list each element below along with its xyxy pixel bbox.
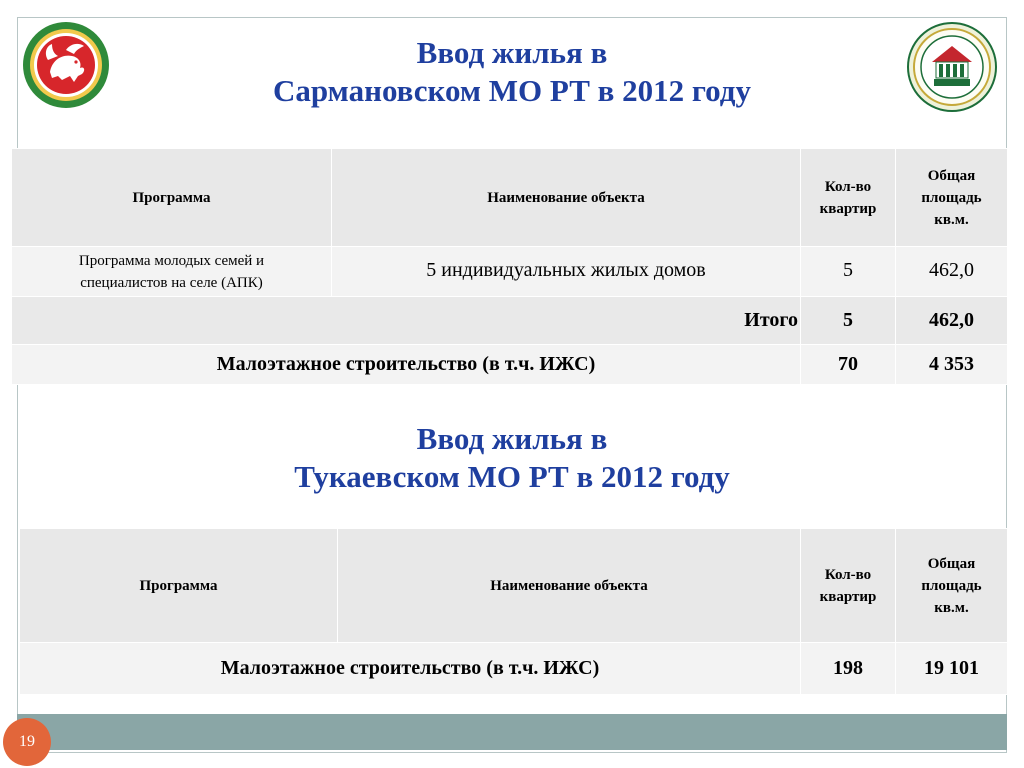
section2-title-line2: Тукаевском МО РТ в 2012 году [294,459,730,494]
section2-title [0,420,1024,496]
header-apartments-line2: квартир [819,200,877,217]
header-area [896,149,1008,247]
section2-title-line1: Ввод жилья в [416,421,608,456]
header-program: Программа [12,149,332,247]
row-program [12,247,332,297]
header-area-line1: Общая [927,555,976,572]
row-apartments: 5 [801,247,896,297]
footer-bar [17,714,1007,750]
section1-title [0,34,1024,110]
header-program: Программа [20,529,338,643]
header-object: Наименование объекта [332,149,801,247]
table-header-row [20,529,1008,643]
header-apartments-line2: квартир [819,588,877,605]
low-rise-label: Малоэтажное строительство (в т.ч. ИЖС) [20,643,801,695]
low-rise-area: 19 101 [896,643,1008,695]
low-rise-apartments: 198 [801,643,896,695]
low-rise-apartments: 70 [801,345,896,385]
header-area-line3: кв.м. [934,211,969,228]
low-rise-area: 4 353 [896,345,1008,385]
header-area [896,529,1008,643]
page-number-badge: 19 [3,718,51,766]
row-area: 462,0 [896,247,1008,297]
tukaevo-housing-table [19,528,1008,695]
table-row [12,247,1008,297]
table-header-row [12,149,1008,247]
header-apartments-line1: Кол-во [824,178,872,195]
row-object: 5 индивидуальных жилых домов [332,247,801,297]
row-program-line2: специалистов на селе (АПК) [80,274,263,291]
header-object: Наименование объекта [338,529,801,643]
header-area-line2: площадь [921,577,982,594]
sarmanovo-housing-table [11,148,1008,385]
total-row [12,297,1008,345]
total-area: 462,0 [896,297,1008,345]
total-label: Итого [12,297,801,345]
header-area-line2: площадь [921,189,982,206]
section1-title-line2: Сармановском МО РТ в 2012 году [273,73,751,108]
header-apartments [801,529,896,643]
low-rise-row [12,345,1008,385]
section1-title-line1: Ввод жилья в [416,35,608,70]
header-area-line3: кв.м. [934,599,969,616]
header-area-line1: Общая [927,167,976,184]
row-program-line1: Программа молодых семей и [78,252,265,269]
header-apartments-line1: Кол-во [824,566,872,583]
total-apartments: 5 [801,297,896,345]
low-rise-label: Малоэтажное строительство (в т.ч. ИЖС) [12,345,801,385]
low-rise-row [20,643,1008,695]
header-apartments [801,149,896,247]
